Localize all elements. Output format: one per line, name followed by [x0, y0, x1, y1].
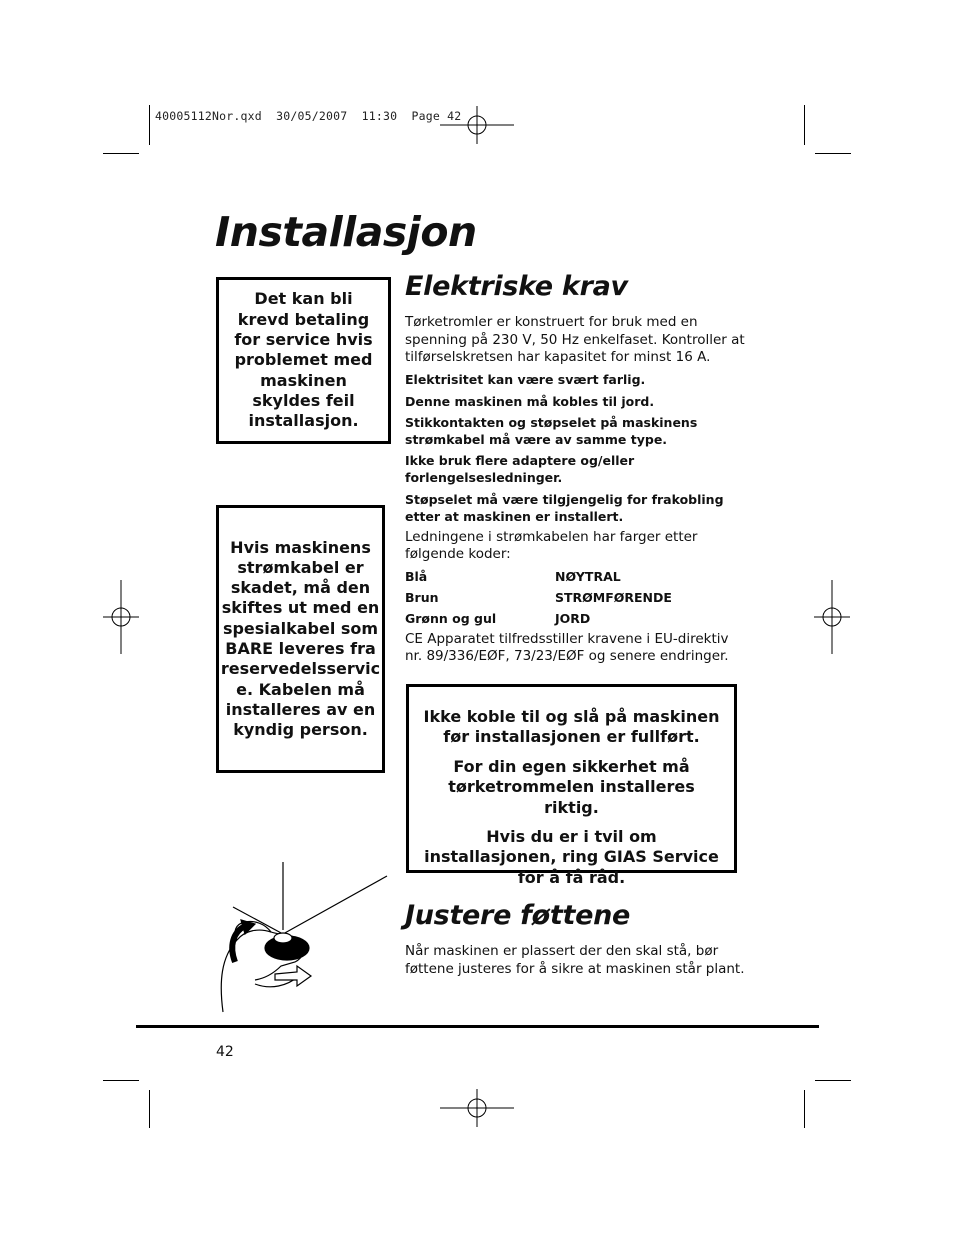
warning-line: Elektrisitet kan være svært farlig. — [405, 371, 646, 387]
page-number: 42 — [216, 1044, 234, 1060]
colour-name: Grønn og gul — [405, 610, 497, 626]
power-cable-notice — [216, 505, 385, 773]
warning-line: Støpselet må være tilgjengelig for frakobling etter at maskinen er installert. — [405, 491, 724, 524]
warning-box-line: For din egen sikkerhet må tørketrommelen installeres riktig. — [448, 756, 695, 817]
colour-intro: Ledningene i strømkabelen har farger etter følgende koder: — [405, 528, 698, 562]
installation-warning-box — [406, 684, 737, 887]
service-charge-notice — [216, 277, 391, 444]
colour-meaning: STRØMFØRENDE — [555, 589, 672, 605]
print-slug: 40005112Nor.qxd 30/05/2007 11:30 Page 42 — [155, 109, 462, 123]
ce-statement-cont: nr. 89/336/EØF, 73/23/EØF og senere endringer. — [405, 648, 729, 664]
colour-code-row — [405, 589, 745, 606]
warning-line: Denne maskinen må kobles til jord. — [405, 393, 655, 409]
colour-code-row — [405, 610, 745, 627]
warning-line: Stikkontakten og støpselet på maskinens strømkabel må være av samme type. — [405, 414, 698, 447]
warning-box-line: Ikke koble til og slå på maskinen før installasjonen er fullført. — [423, 707, 720, 747]
electrical-intro: Tørketromler er konstruert for bruk med en spenning på 230 V, 50 Hz enkelfaset. Kontroller at tilførselskretsen har kapasitet for minst 16 A. — [405, 314, 745, 365]
colour-code-row — [405, 568, 745, 585]
page-title: Installasjon — [215, 208, 477, 256]
feet-heading: Justere føttene — [405, 900, 631, 931]
warning-line: Ikke bruk flere adaptere og/eller forlengelsesledninger. — [405, 452, 635, 485]
electrical-section — [405, 314, 745, 666]
power-cable-text: Hvis maskinens strømkabel er skadet, må den skiftes ut med en spesialkabel som BARE leveres fra reservedelsservic e. Kabelen må installeres av en kyndig person. — [220, 537, 381, 740]
colour-meaning: NØYTRAL — [555, 568, 621, 584]
warning-box-line: Hvis du er i tvil om installasjonen, ring GIAS Service for å få råd. — [424, 827, 719, 887]
colour-name: Blå — [405, 568, 428, 584]
ce-statement: CE Apparatet tilfredsstiller kravene i EU-direktiv — [405, 630, 729, 647]
footer-rule — [136, 1025, 819, 1028]
colour-name: Brun — [405, 589, 439, 605]
feet-text: Når maskinen er plassert der den skal stå, bør føttene justeres for å sikre at maskinen står plant. — [405, 943, 745, 977]
colour-meaning: JORD — [555, 610, 591, 626]
foot-adjustment-illustration — [215, 862, 390, 1017]
service-charge-text: Det kan bli krevd betaling for service hvis problemet med maskinen skyldes feil installasjon. — [234, 289, 373, 431]
electrical-heading: Elektriske krav — [405, 271, 628, 302]
